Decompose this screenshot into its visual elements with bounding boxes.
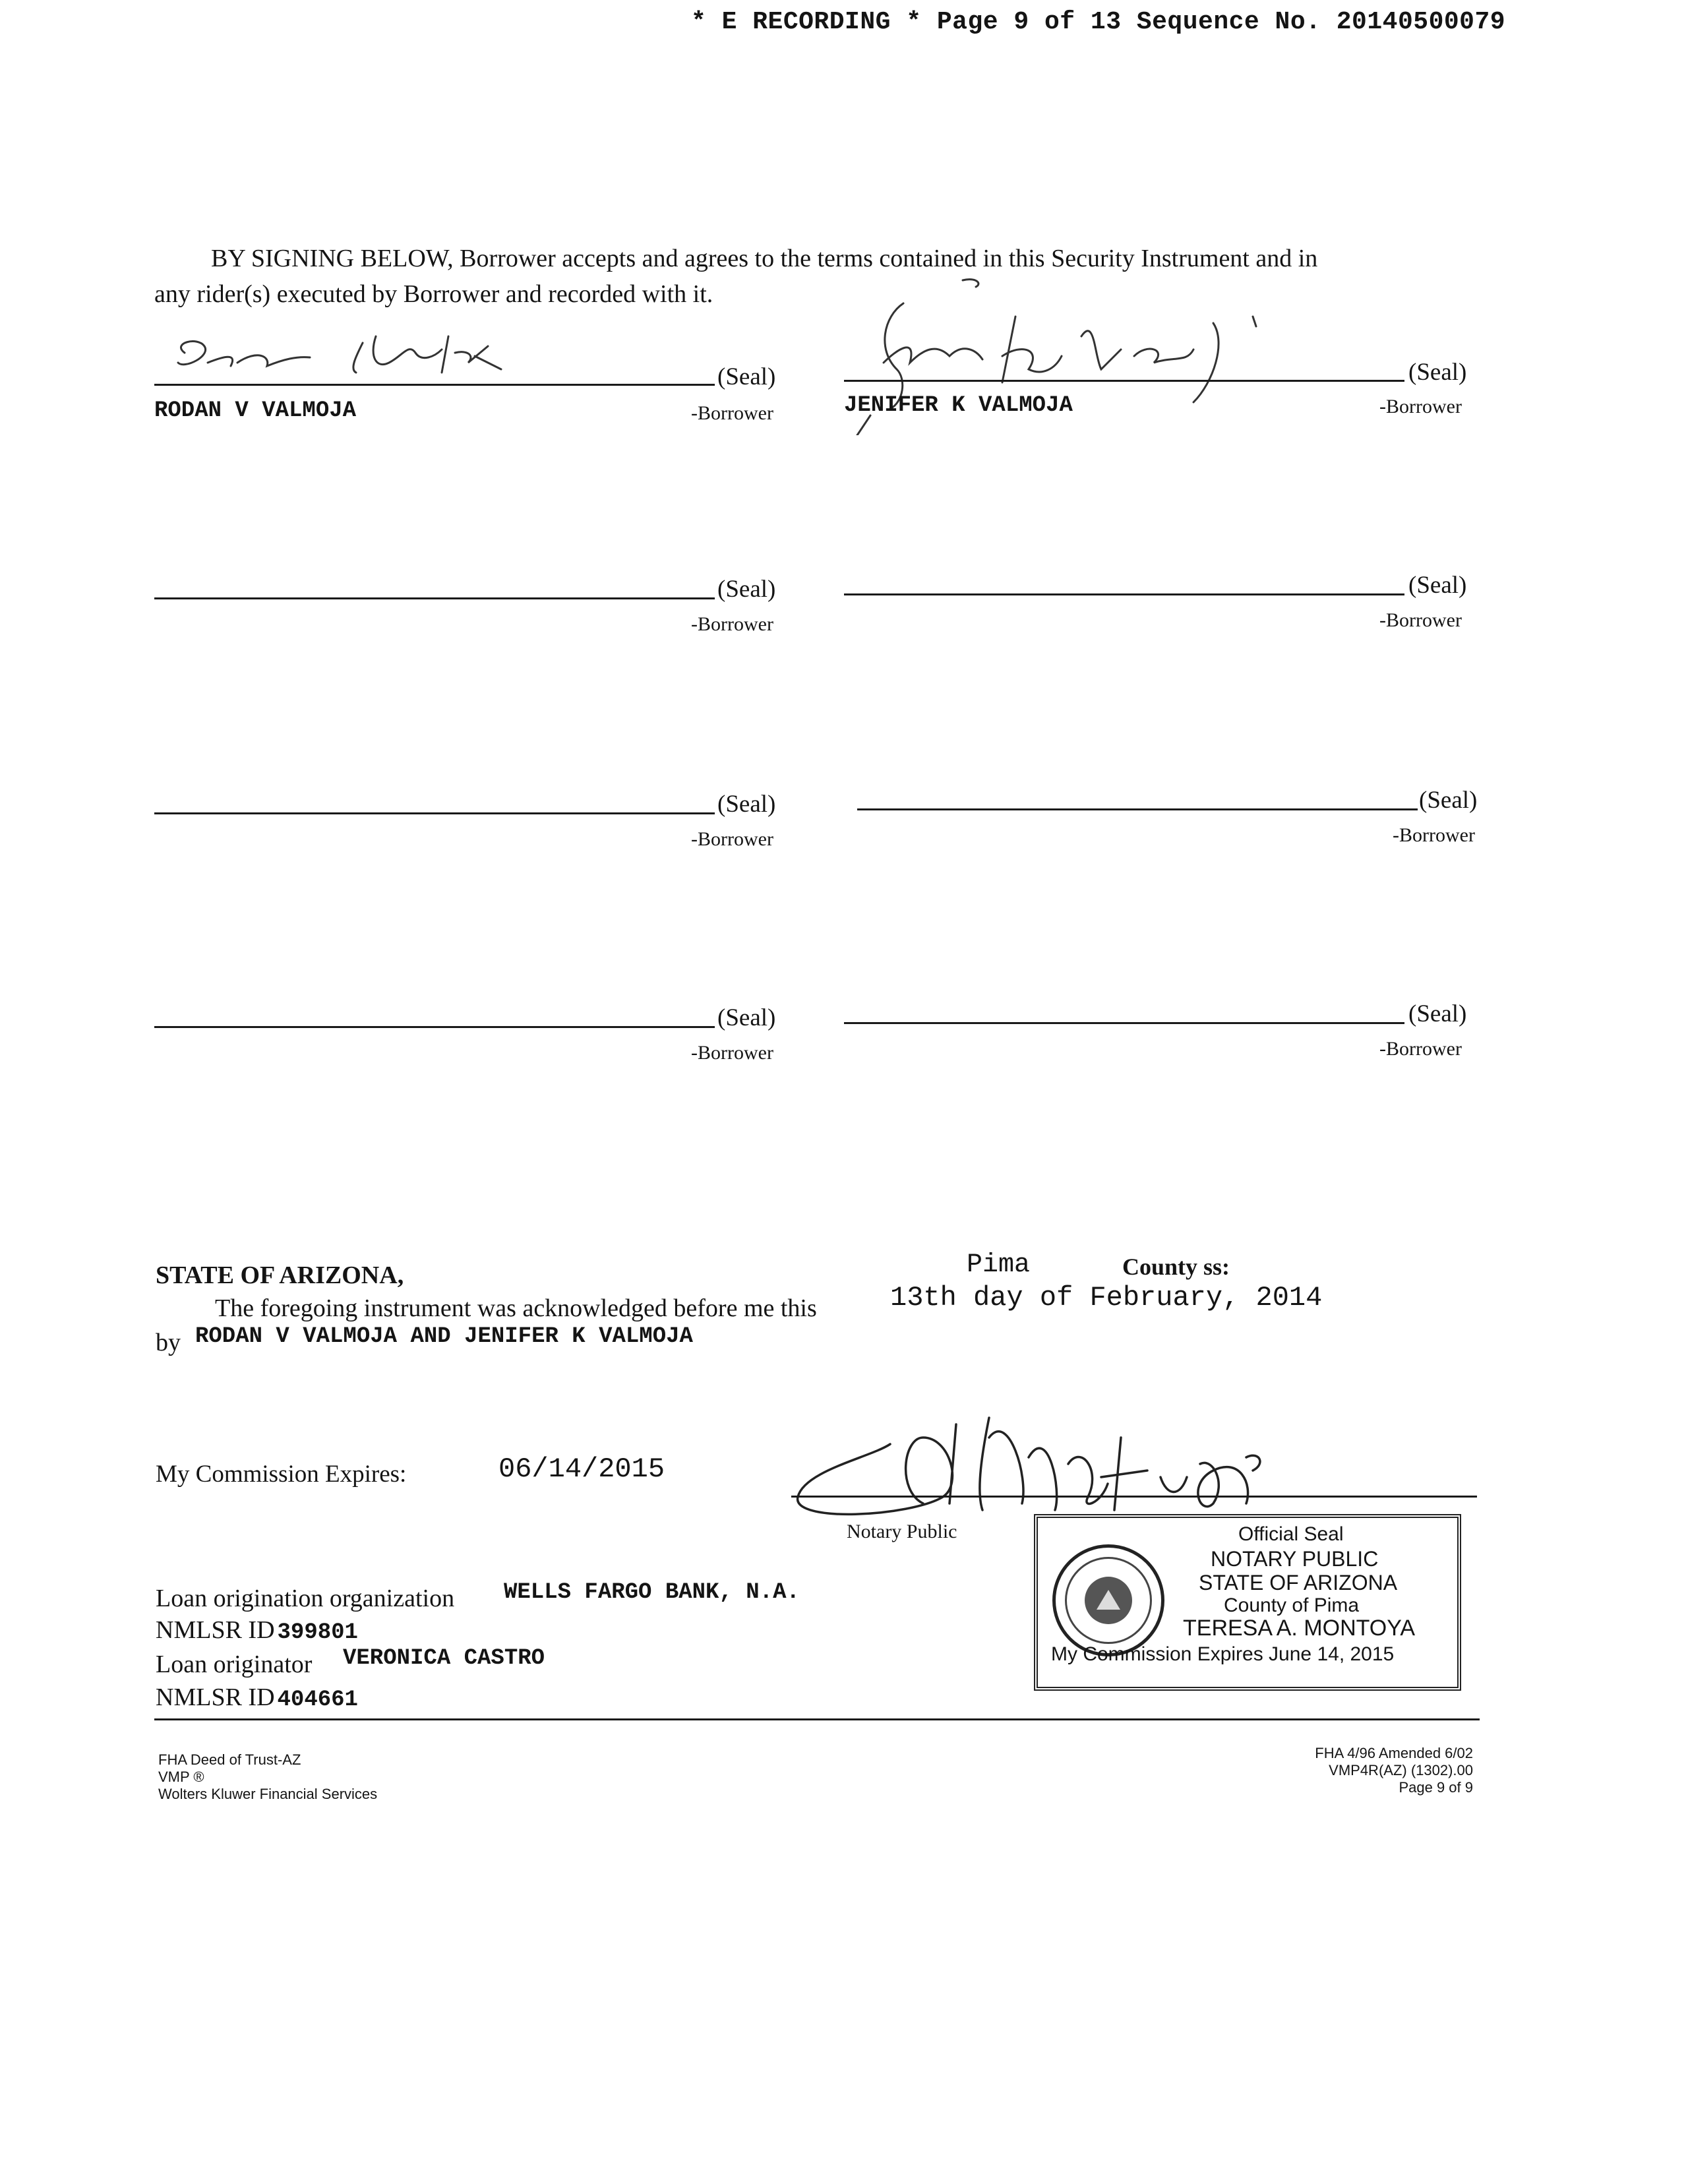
footer-rule <box>154 1718 1480 1720</box>
intro-line-2: any rider(s) executed by Borrower and recorded with it. <box>154 280 713 308</box>
notary-signature-line <box>791 1496 1477 1498</box>
borrower-name-left: RODAN V VALMOJA <box>154 398 357 423</box>
borrower-label-right-2: -Borrower <box>1379 609 1462 631</box>
loan-org-nmlsr-label: NMLSR ID <box>156 1616 275 1644</box>
notary-signature <box>791 1398 1306 1530</box>
borrower-label-right-3: -Borrower <box>1393 824 1475 846</box>
footer-left-2: VMP ® <box>158 1769 204 1785</box>
footer-left-1: FHA Deed of Trust-AZ <box>158 1751 301 1768</box>
borrower-label-left-4: -Borrower <box>691 1042 773 1064</box>
borrower-signature-1 <box>158 317 528 389</box>
state-of-arizona: STATE OF ARIZONA, <box>156 1261 404 1289</box>
seal-label-right-2: (Seal) <box>1408 572 1467 599</box>
signature-line-left-3 <box>154 812 715 814</box>
by-label: by <box>156 1329 181 1356</box>
seal-label-left-2: (Seal) <box>717 576 776 603</box>
signature-line-right-3 <box>857 808 1418 810</box>
signature-line-right-2 <box>844 593 1404 595</box>
county-name: Pima <box>967 1250 1031 1280</box>
signature-line-left-1 <box>154 384 715 386</box>
loan-originator-nmlsr <box>156 1683 358 1713</box>
footer-right-1: FHA 4/96 Amended 6/02 <box>1315 1745 1473 1761</box>
loan-originator-label: Loan originator <box>156 1651 313 1678</box>
borrower-name-right: JENIFER K VALMOJA <box>844 393 1073 418</box>
stamp-line-2: NOTARY PUBLIC <box>1211 1547 1379 1571</box>
loan-org-nmlsr <box>156 1616 358 1645</box>
loan-org-label: Loan origination organization <box>156 1585 455 1612</box>
seal-label-right-4: (Seal) <box>1408 1000 1467 1027</box>
signature-line-right-4 <box>844 1022 1404 1024</box>
footer-left-3: Wolters Kluwer Financial Services <box>158 1786 378 1802</box>
borrower-label-left-1: -Borrower <box>691 402 773 424</box>
notary-stamp <box>1034 1514 1461 1691</box>
stamp-line-3: STATE OF ARIZONA <box>1199 1571 1398 1594</box>
intro-line-1: BY SIGNING BELOW, Borrower accepts and agrees to the terms contained in this Security Instrument and in <box>211 245 1318 272</box>
borrower-label-left-3: -Borrower <box>691 828 773 850</box>
seal-label-left-3: (Seal) <box>717 791 776 818</box>
commission-label: My Commission Expires: <box>156 1461 407 1488</box>
acknowledgment-text: The foregoing instrument was acknowledged before me this <box>215 1294 817 1322</box>
seal-label-right-3: (Seal) <box>1419 787 1478 814</box>
state-seal-emblem <box>1052 1544 1164 1656</box>
stamp-line-1: Official Seal <box>1238 1523 1344 1545</box>
recording-header: * E RECORDING * Page 9 of 13 Sequence No. 20140500079 <box>691 8 1506 36</box>
stamp-line-4: County of Pima <box>1224 1594 1360 1616</box>
notary-public-label: Notary Public <box>847 1521 957 1542</box>
loan-org-nmlsr-value: 399801 <box>277 1620 358 1645</box>
loan-originator-nmlsr-label: NMLSR ID <box>156 1684 275 1711</box>
borrower-label-left-2: -Borrower <box>691 613 773 635</box>
borrower-label-right-1: -Borrower <box>1379 396 1462 417</box>
loan-originator-nmlsr-value: 404661 <box>277 1687 358 1713</box>
stamp-line-6: My Commission Expires June 14, 2015 <box>1051 1643 1395 1665</box>
county-label: County ss: <box>1122 1254 1230 1280</box>
stamp-line-5: TERESA A. MONTOYA <box>1183 1616 1416 1641</box>
signature-line-left-2 <box>154 597 715 599</box>
signature-line-left-4 <box>154 1026 715 1028</box>
seal-label-left-1: (Seal) <box>717 363 776 390</box>
footer-right-2: VMP4R(AZ) (1302).00 <box>1329 1762 1473 1778</box>
borrower-label-right-4: -Borrower <box>1379 1038 1462 1060</box>
seal-label-right-1: (Seal) <box>1408 359 1467 386</box>
loan-org-value: WELLS FARGO BANK, N.A. <box>504 1580 800 1605</box>
acknowledgment-names: RODAN V VALMOJA AND JENIFER K VALMOJA <box>195 1324 693 1349</box>
signature-line-right-1 <box>844 380 1404 382</box>
seal-label-left-4: (Seal) <box>717 1004 776 1031</box>
loan-originator-value: VERONICA CASTRO <box>343 1646 545 1671</box>
acknowledgment-date: 13th day of February, 2014 <box>890 1282 1323 1314</box>
commission-date: 06/14/2015 <box>498 1453 665 1485</box>
footer-right-3: Page 9 of 9 <box>1399 1779 1473 1796</box>
